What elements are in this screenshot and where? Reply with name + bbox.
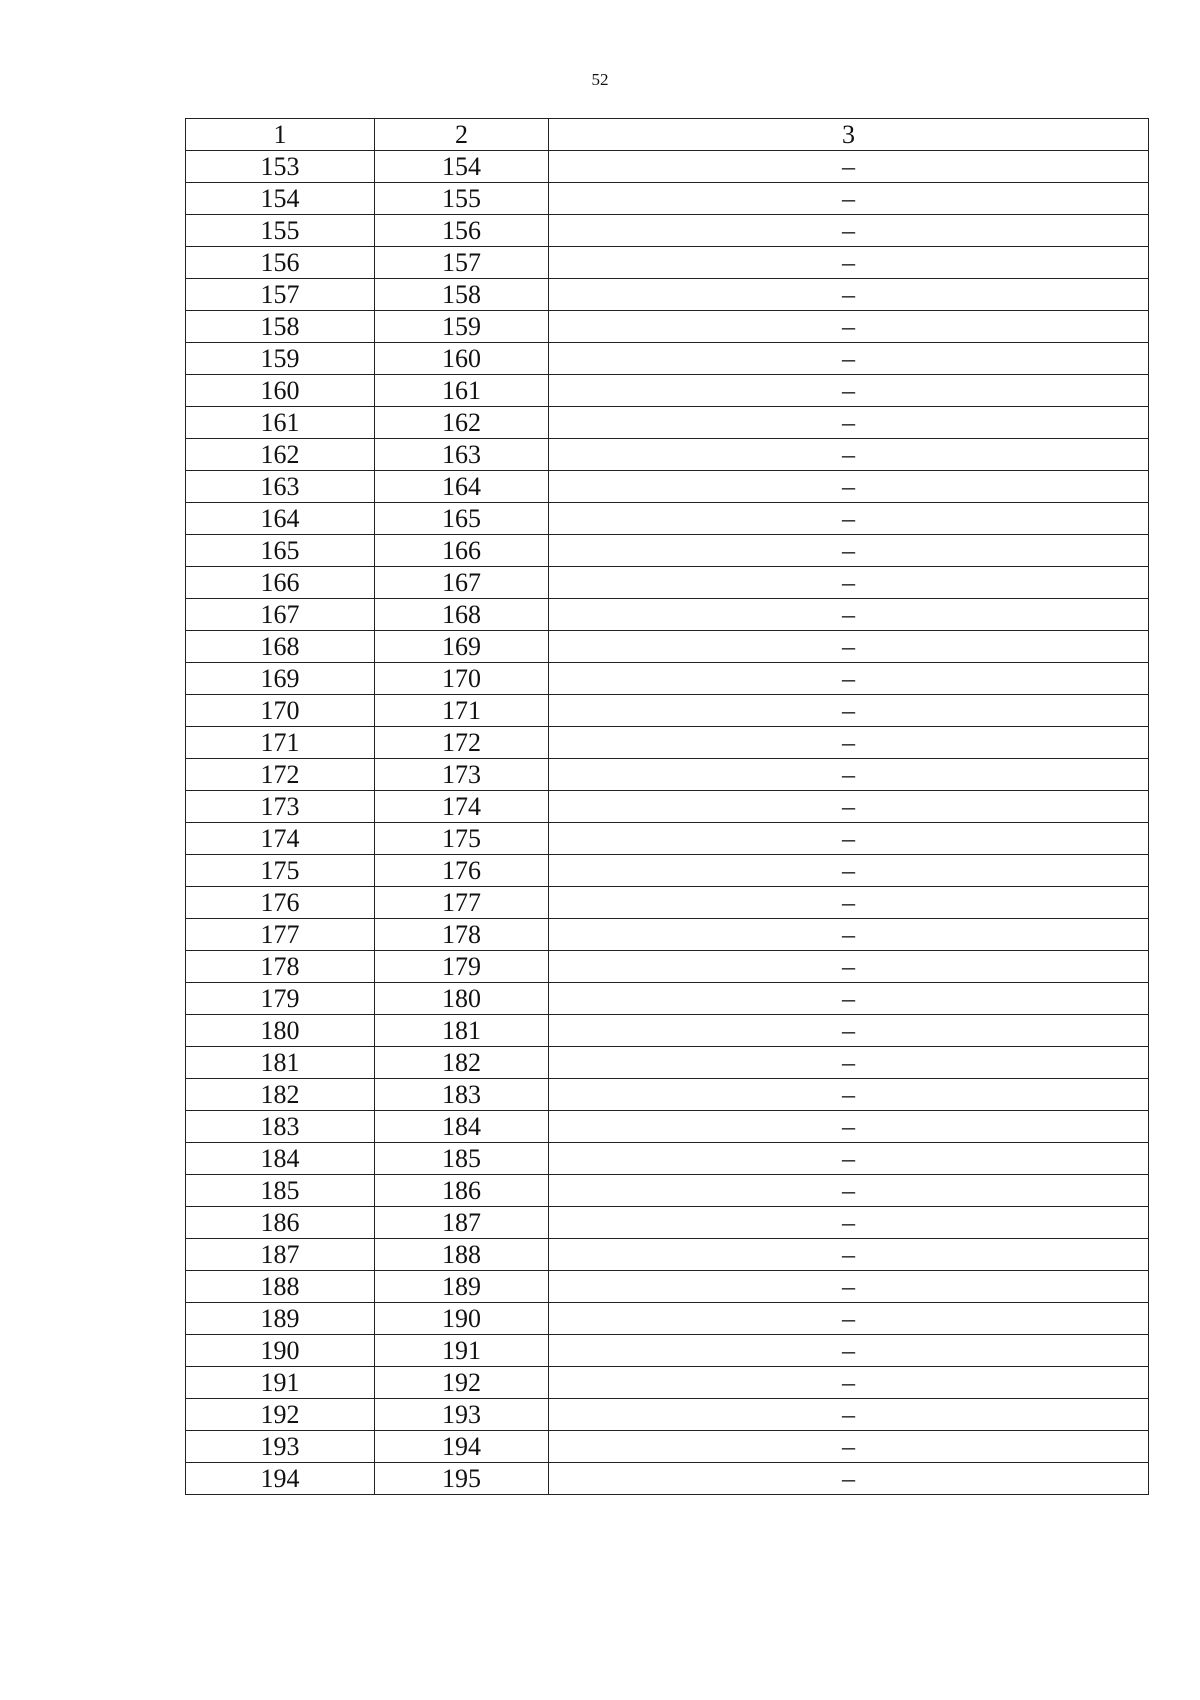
- table-row: [186, 1463, 1149, 1495]
- table-cell-col-3: –: [549, 727, 1149, 759]
- table-row: [186, 663, 1149, 695]
- table-row: [186, 791, 1149, 823]
- table-cell-col-3: –: [549, 599, 1149, 631]
- table-cell-col-2: 174: [375, 791, 549, 823]
- table-cell-col-3: –: [549, 1207, 1149, 1239]
- table-cell-col-1: 159: [186, 343, 375, 375]
- table-cell-col-1: 158: [186, 311, 375, 343]
- table-cell-col-2: 192: [375, 1367, 549, 1399]
- table-cell-col-3: –: [549, 407, 1149, 439]
- table-row: [186, 1175, 1149, 1207]
- table-cell-col-3: –: [549, 1399, 1149, 1431]
- table-cell-col-2: 176: [375, 855, 549, 887]
- table-cell-col-3: –: [549, 375, 1149, 407]
- table-cell-col-3: –: [549, 631, 1149, 663]
- table-row: [186, 311, 1149, 343]
- table-row: [186, 1271, 1149, 1303]
- table-cell-col-3: –: [549, 343, 1149, 375]
- table-cell-col-1: 181: [186, 1047, 375, 1079]
- table-cell-col-2: 183: [375, 1079, 549, 1111]
- table-cell-col-1: 191: [186, 1367, 375, 1399]
- table-row: [186, 631, 1149, 663]
- table-row: [186, 919, 1149, 951]
- table-cell-col-1: 166: [186, 567, 375, 599]
- table-row: [186, 599, 1149, 631]
- table-cell-col-2: 161: [375, 375, 549, 407]
- table-cell-col-2: 172: [375, 727, 549, 759]
- table-row: [186, 1399, 1149, 1431]
- column-header-2: 2: [375, 119, 549, 151]
- table-row: [186, 183, 1149, 215]
- table-cell-col-1: 154: [186, 183, 375, 215]
- table-cell-col-1: 155: [186, 215, 375, 247]
- table-cell-col-2: 165: [375, 503, 549, 535]
- table-row: [186, 727, 1149, 759]
- table-cell-col-2: 168: [375, 599, 549, 631]
- table-cell-col-3: –: [549, 1271, 1149, 1303]
- table-cell-col-1: 169: [186, 663, 375, 695]
- table-row: [186, 1079, 1149, 1111]
- table-cell-col-3: –: [549, 311, 1149, 343]
- table-row: [186, 1111, 1149, 1143]
- table-cell-col-1: 153: [186, 151, 375, 183]
- table-row: [186, 1143, 1149, 1175]
- table-row: [186, 535, 1149, 567]
- page-number: 52: [591, 70, 609, 89]
- table-cell-col-2: 154: [375, 151, 549, 183]
- table-cell-col-3: –: [549, 151, 1149, 183]
- table-cell-col-2: 181: [375, 1015, 549, 1047]
- table-cell-col-3: –: [549, 1015, 1149, 1047]
- table-cell-col-1: 187: [186, 1239, 375, 1271]
- table-cell-col-2: 189: [375, 1271, 549, 1303]
- table-row: [186, 695, 1149, 727]
- table-row: [186, 855, 1149, 887]
- table-row: [186, 951, 1149, 983]
- table-cell-col-1: 184: [186, 1143, 375, 1175]
- table-row: [186, 567, 1149, 599]
- table-row: [186, 823, 1149, 855]
- table-cell-col-3: –: [549, 1111, 1149, 1143]
- table-cell-col-1: 183: [186, 1111, 375, 1143]
- table-cell-col-3: –: [549, 1047, 1149, 1079]
- table-cell-col-3: –: [549, 215, 1149, 247]
- table-cell-col-3: –: [549, 1175, 1149, 1207]
- column-header-3: 3: [549, 119, 1149, 151]
- table-cell-col-2: 171: [375, 695, 549, 727]
- table-cell-col-1: 157: [186, 279, 375, 311]
- table-cell-col-1: 185: [186, 1175, 375, 1207]
- table-cell-col-2: 195: [375, 1463, 549, 1495]
- table-cell-col-3: –: [549, 1463, 1149, 1495]
- table-cell-col-3: –: [549, 279, 1149, 311]
- table-cell-col-2: 190: [375, 1303, 549, 1335]
- table-cell-col-1: 180: [186, 1015, 375, 1047]
- table-cell-col-1: 172: [186, 759, 375, 791]
- table-row: [186, 1239, 1149, 1271]
- table-cell-col-1: 174: [186, 823, 375, 855]
- table-row: [186, 1015, 1149, 1047]
- table-row: [186, 215, 1149, 247]
- table-cell-col-2: 184: [375, 1111, 549, 1143]
- table-cell-col-3: –: [549, 471, 1149, 503]
- table-cell-col-1: 167: [186, 599, 375, 631]
- table-row: [186, 1303, 1149, 1335]
- table-row: [186, 887, 1149, 919]
- table-cell-col-1: 164: [186, 503, 375, 535]
- table-cell-col-2: 175: [375, 823, 549, 855]
- table-row: [186, 1207, 1149, 1239]
- table-cell-col-2: 186: [375, 1175, 549, 1207]
- table-cell-col-1: 189: [186, 1303, 375, 1335]
- data-table-container: [185, 118, 1148, 1495]
- table-cell-col-3: –: [549, 951, 1149, 983]
- table-cell-col-1: 190: [186, 1335, 375, 1367]
- table-cell-col-1: 192: [186, 1399, 375, 1431]
- table-cell-col-2: 179: [375, 951, 549, 983]
- table-cell-col-3: –: [549, 887, 1149, 919]
- table-cell-col-1: 160: [186, 375, 375, 407]
- table-row: [186, 759, 1149, 791]
- table-cell-col-2: 166: [375, 535, 549, 567]
- table-cell-col-3: –: [549, 791, 1149, 823]
- table-cell-col-2: 158: [375, 279, 549, 311]
- table-cell-col-3: –: [549, 855, 1149, 887]
- table-cell-col-1: 168: [186, 631, 375, 663]
- table-cell-col-1: 163: [186, 471, 375, 503]
- table-cell-col-2: 156: [375, 215, 549, 247]
- table-row: [186, 1367, 1149, 1399]
- table-row: [186, 151, 1149, 183]
- table-cell-col-1: 182: [186, 1079, 375, 1111]
- table-cell-col-2: 173: [375, 759, 549, 791]
- table-cell-col-1: 162: [186, 439, 375, 471]
- table-cell-col-2: 177: [375, 887, 549, 919]
- table-cell-col-3: –: [549, 983, 1149, 1015]
- table-cell-col-1: 193: [186, 1431, 375, 1463]
- table-row: [186, 247, 1149, 279]
- table-row: [186, 1431, 1149, 1463]
- data-table: [185, 118, 1149, 1495]
- table-row: [186, 983, 1149, 1015]
- table-cell-col-2: 160: [375, 343, 549, 375]
- table-cell-col-1: 178: [186, 951, 375, 983]
- table-row: [186, 343, 1149, 375]
- table-cell-col-1: 179: [186, 983, 375, 1015]
- table-cell-col-2: 194: [375, 1431, 549, 1463]
- table-cell-col-3: –: [549, 1239, 1149, 1271]
- table-cell-col-1: 176: [186, 887, 375, 919]
- table-cell-col-3: –: [549, 567, 1149, 599]
- table-cell-col-2: 155: [375, 183, 549, 215]
- table-cell-col-3: –: [549, 183, 1149, 215]
- table-cell-col-2: 167: [375, 567, 549, 599]
- table-cell-col-1: 186: [186, 1207, 375, 1239]
- table-row: [186, 407, 1149, 439]
- table-cell-col-3: –: [549, 1303, 1149, 1335]
- table-cell-col-1: 165: [186, 535, 375, 567]
- table-cell-col-1: 188: [186, 1271, 375, 1303]
- table-cell-col-2: 164: [375, 471, 549, 503]
- table-cell-col-2: 187: [375, 1207, 549, 1239]
- table-body: [186, 151, 1149, 1495]
- table-row: [186, 503, 1149, 535]
- table-cell-col-3: –: [549, 1143, 1149, 1175]
- table-cell-col-3: –: [549, 919, 1149, 951]
- table-cell-col-1: 177: [186, 919, 375, 951]
- table-cell-col-1: 173: [186, 791, 375, 823]
- table-cell-col-2: 170: [375, 663, 549, 695]
- table-row: [186, 439, 1149, 471]
- table-cell-col-3: –: [549, 823, 1149, 855]
- table-cell-col-2: 193: [375, 1399, 549, 1431]
- table-row: [186, 1335, 1149, 1367]
- table-cell-col-2: 162: [375, 407, 549, 439]
- table-row: [186, 1047, 1149, 1079]
- table-cell-col-2: 180: [375, 983, 549, 1015]
- table-cell-col-2: 182: [375, 1047, 549, 1079]
- table-header-row: [186, 119, 1149, 151]
- table-cell-col-1: 175: [186, 855, 375, 887]
- table-cell-col-3: –: [549, 1079, 1149, 1111]
- table-cell-col-2: 185: [375, 1143, 549, 1175]
- table-cell-col-3: –: [549, 535, 1149, 567]
- table-cell-col-1: 171: [186, 727, 375, 759]
- table-cell-col-3: –: [549, 439, 1149, 471]
- table-cell-col-2: 188: [375, 1239, 549, 1271]
- table-cell-col-3: –: [549, 503, 1149, 535]
- table-cell-col-1: 194: [186, 1463, 375, 1495]
- table-cell-col-2: 157: [375, 247, 549, 279]
- table-cell-col-3: –: [549, 1431, 1149, 1463]
- table-cell-col-3: –: [549, 695, 1149, 727]
- table-row: [186, 471, 1149, 503]
- table-cell-col-2: 169: [375, 631, 549, 663]
- table-cell-col-3: –: [549, 663, 1149, 695]
- table-cell-col-1: 161: [186, 407, 375, 439]
- table-cell-col-3: –: [549, 759, 1149, 791]
- table-cell-col-2: 191: [375, 1335, 549, 1367]
- table-cell-col-2: 163: [375, 439, 549, 471]
- table-cell-col-1: 156: [186, 247, 375, 279]
- column-header-1: 1: [186, 119, 375, 151]
- table-cell-col-1: 170: [186, 695, 375, 727]
- table-row: [186, 375, 1149, 407]
- table-cell-col-3: –: [549, 1367, 1149, 1399]
- table-cell-col-2: 178: [375, 919, 549, 951]
- table-cell-col-3: –: [549, 247, 1149, 279]
- table-cell-col-3: –: [549, 1335, 1149, 1367]
- table-cell-col-2: 159: [375, 311, 549, 343]
- table-row: [186, 279, 1149, 311]
- table-header: [186, 119, 1149, 151]
